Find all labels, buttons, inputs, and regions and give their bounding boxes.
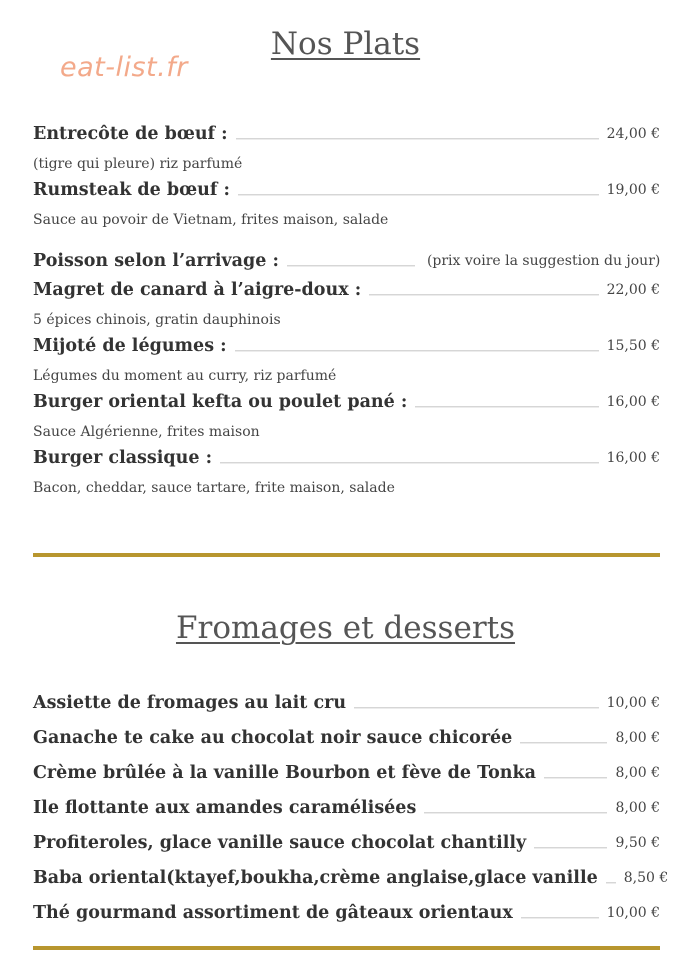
dotted-leader bbox=[369, 294, 598, 296]
dessert-name: Ile flottante aux amandes caramélisées bbox=[33, 798, 417, 818]
dish-price: 16,00 € bbox=[606, 450, 660, 466]
dish-description: Sauce au povoir de Vietnam, frites maison, salade bbox=[33, 212, 389, 228]
menu-item bbox=[33, 690, 660, 714]
menu-item bbox=[33, 121, 660, 145]
dotted-leader bbox=[521, 917, 599, 919]
menu-item bbox=[33, 830, 660, 854]
dotted-leader bbox=[238, 194, 599, 196]
section-divider bbox=[33, 553, 660, 557]
dotted-leader bbox=[415, 406, 598, 408]
section-title-desserts: Fromages et desserts bbox=[175, 610, 516, 646]
menu-item bbox=[33, 865, 669, 889]
dish-description: (tigre qui pleure) riz parfumé bbox=[33, 156, 243, 172]
dessert-name: Crème brûlée à la vanille Bourbon et fève de Tonka bbox=[33, 763, 536, 783]
section-divider bbox=[33, 946, 660, 950]
menu-item bbox=[33, 445, 660, 469]
menu-item bbox=[33, 900, 660, 924]
dessert-name: Baba oriental(ktayef,boukha,crème anglaise,glace vanille bbox=[33, 868, 598, 888]
dish-name: Burger classique : bbox=[33, 448, 213, 468]
dotted-leader bbox=[235, 350, 599, 352]
dish-name: Magret de canard à l’aigre-doux : bbox=[33, 280, 362, 300]
dotted-leader bbox=[520, 742, 607, 744]
dessert-price: 8,00 € bbox=[615, 800, 660, 816]
dotted-leader bbox=[544, 777, 608, 779]
menu-item bbox=[33, 277, 660, 301]
menu-item bbox=[33, 725, 660, 749]
dessert-price: 8,00 € bbox=[615, 765, 660, 781]
dish-name: Entrecôte de bœuf : bbox=[33, 124, 228, 144]
dessert-name: Ganache te cake au chocolat noir sauce chicorée bbox=[33, 728, 513, 748]
section-title-plats: Nos Plats bbox=[270, 26, 421, 62]
menu-item bbox=[33, 333, 660, 357]
dotted-leader bbox=[354, 707, 598, 709]
dish-price: 16,00 € bbox=[606, 394, 660, 410]
dotted-leader bbox=[220, 462, 599, 464]
dessert-name: Thé gourmand assortiment de gâteaux orientaux bbox=[33, 903, 513, 923]
dessert-price: 9,50 € bbox=[615, 835, 660, 851]
dessert-price: 8,50 € bbox=[623, 870, 669, 886]
menu-item bbox=[33, 177, 660, 201]
dessert-name: Assiette de fromages au lait cru bbox=[33, 693, 347, 713]
dotted-leader bbox=[534, 847, 607, 849]
dish-description: Sauce Algérienne, frites maison bbox=[33, 424, 260, 440]
dish-description: 5 épices chinois, gratin dauphinois bbox=[33, 312, 281, 328]
dessert-price: 10,00 € bbox=[606, 905, 660, 921]
dessert-name: Profiteroles, glace vanille sauce chocolat chantilly bbox=[33, 833, 527, 853]
dotted-leader bbox=[287, 265, 415, 267]
dish-price: 22,00 € bbox=[606, 282, 660, 298]
dish-name: Rumsteak de bœuf : bbox=[33, 180, 230, 200]
dotted-leader bbox=[236, 138, 599, 140]
dish-description: Bacon, cheddar, sauce tartare, frite maison, salade bbox=[33, 480, 395, 496]
menu-item bbox=[33, 389, 660, 413]
dotted-leader bbox=[606, 882, 616, 884]
menu-item bbox=[33, 795, 660, 819]
dish-price: (prix voire la suggestion du jour) bbox=[426, 253, 661, 269]
dessert-price: 10,00 € bbox=[606, 695, 660, 711]
dotted-leader bbox=[424, 812, 607, 814]
dessert-price: 8,00 € bbox=[615, 730, 660, 746]
dish-price: 19,00 € bbox=[606, 182, 660, 198]
dish-price: 15,50 € bbox=[606, 338, 660, 354]
menu-item bbox=[33, 760, 660, 784]
watermark-logo: eat-list.fr bbox=[60, 52, 188, 83]
dish-description: Légumes du moment au curry, riz parfumé bbox=[33, 368, 337, 384]
dish-price: 24,00 € bbox=[606, 126, 660, 142]
dish-name: Mijoté de légumes : bbox=[33, 336, 227, 356]
menu-item bbox=[33, 248, 660, 272]
dish-name: Burger oriental kefta ou poulet pané : bbox=[33, 392, 408, 412]
dish-name: Poisson selon l’arrivage : bbox=[33, 251, 279, 271]
